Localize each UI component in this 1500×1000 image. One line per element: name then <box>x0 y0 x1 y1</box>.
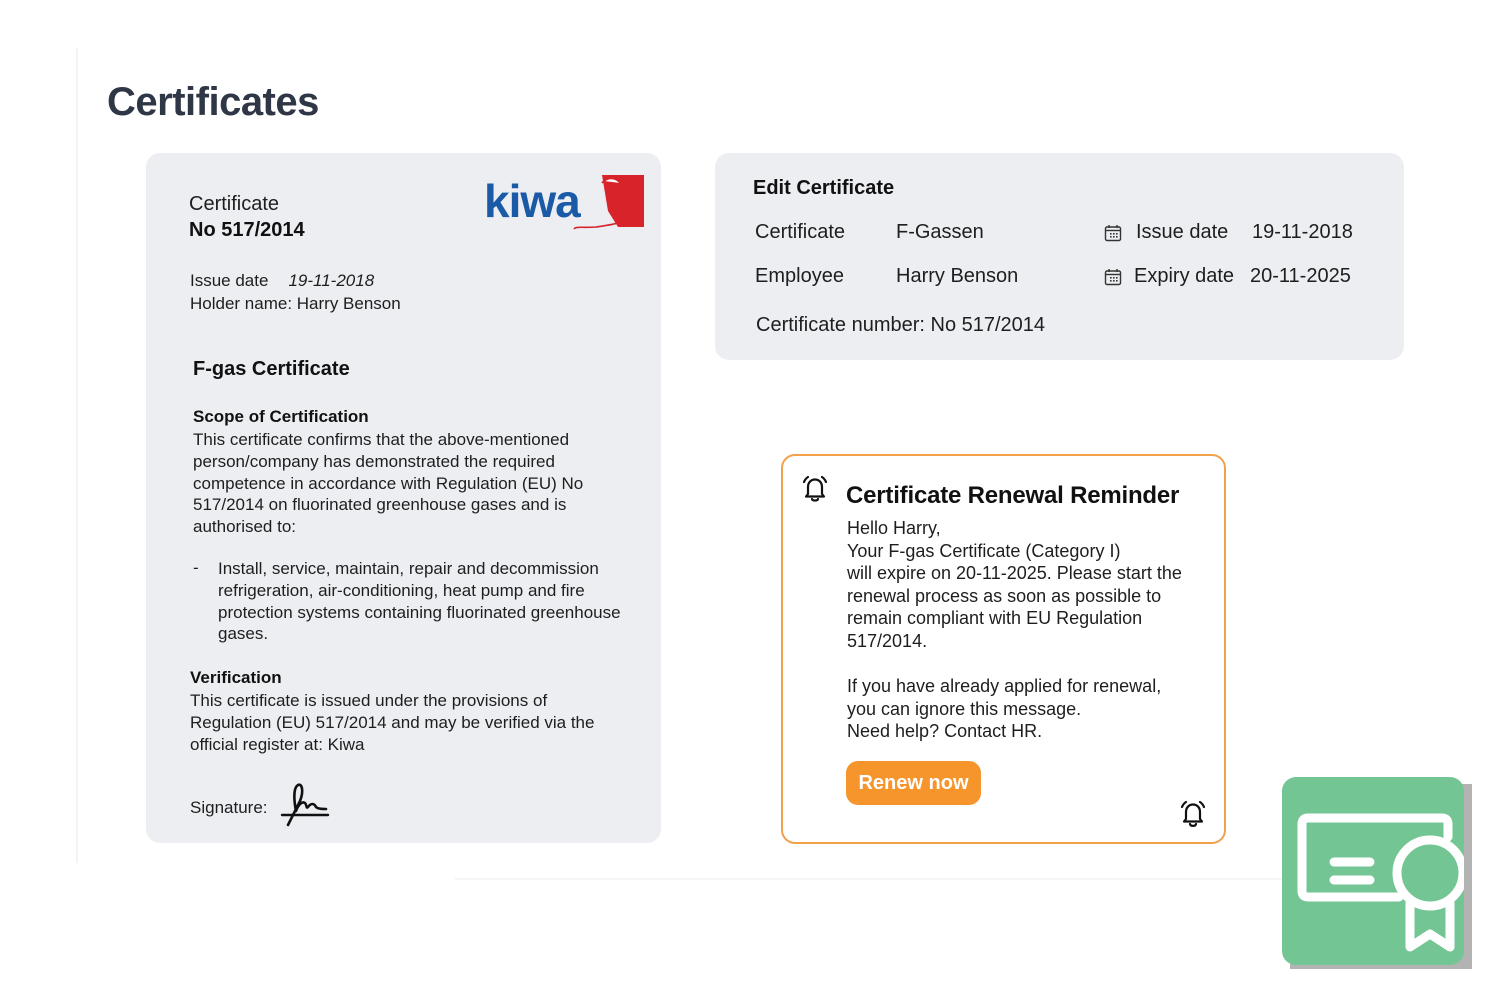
renew-now-button[interactable]: Renew now <box>846 761 981 805</box>
holder-name: Holder name: Harry Benson <box>190 294 401 313</box>
reminder-line: Need help? Contact HR. <box>847 721 1043 742</box>
expiry-date-field-value[interactable]: 20-11-2025 <box>1250 265 1351 287</box>
verification-text: This certificate is issued under the provisions of Regulation (EU) 517/2014 and may be verified via the official register at: Kiwa <box>190 691 595 754</box>
scope-text: This certificate confirms that the above-mentioned person/company has demonstrated the required competence in accordance with Regulation (EU) No 517/2014 on fluorinated greenhouse gases and is authorised to: <box>193 430 584 537</box>
bell-icon <box>799 473 831 505</box>
edit-certificate-title: Edit Certificate <box>753 177 895 199</box>
certificate-title: F-gas Certificate <box>193 358 350 380</box>
signature-icon <box>280 781 332 827</box>
bullet-marker: - <box>193 558 199 577</box>
reminder-line: Hello Harry, <box>847 518 941 538</box>
reminder-line: will expire on 20-11-2025. Please start the <box>847 563 1182 584</box>
certificate-document-card <box>146 153 661 843</box>
svg-text:kiwa: kiwa <box>484 175 580 227</box>
reminder-line: you can ignore this message. <box>847 698 1082 719</box>
bottom-divider <box>455 878 1285 880</box>
kiwa-logo <box>484 171 646 231</box>
bell-icon <box>1177 797 1209 831</box>
certificate-badge <box>1282 777 1464 965</box>
signature-label: Signature: <box>190 798 268 817</box>
left-divider <box>76 48 78 863</box>
calendar-icon[interactable] <box>1104 268 1122 286</box>
authorisation-item: Install, service, maintain, repair and decommission refrigeration, air-conditioning, heat pump and fire protection systems containing fluorinated greenhouse gases. <box>218 559 621 644</box>
issue-date-value: 19-11-2018 <box>288 271 375 290</box>
reminder-line: Your F-gas Certificate (Category I) <box>847 540 1121 561</box>
certificate-number: No 517/2014 <box>189 219 305 241</box>
calendar-icon[interactable] <box>1104 224 1122 242</box>
employee-field-label: Employee <box>755 265 844 287</box>
issue-date-field-value[interactable]: 19-11-2018 <box>1252 221 1353 243</box>
certificate-field-label: Certificate <box>755 221 846 243</box>
certificate-label: Certificate <box>189 193 280 215</box>
issue-date-field-label: Issue date <box>1136 221 1229 243</box>
scope-heading: Scope of Certification <box>193 407 369 426</box>
page-title: Certificates <box>107 80 319 124</box>
reminder-line: renewal process as soon as possible to <box>847 585 1162 606</box>
certificate-number-field: Certificate number: No 517/2014 <box>756 314 1046 336</box>
employee-field-value[interactable]: Harry Benson <box>896 265 1019 287</box>
reminder-line: 517/2014. <box>847 630 928 651</box>
reminder-line: remain compliant with EU Regulation <box>847 608 1143 629</box>
renewal-reminder-card <box>781 454 1226 844</box>
certificate-field-value[interactable]: F-Gassen <box>896 221 984 243</box>
reminder-message <box>847 517 1207 743</box>
issue-date-label: Issue date <box>190 271 269 290</box>
edit-certificate-panel <box>715 153 1404 360</box>
verification-heading: Verification <box>190 668 282 687</box>
reminder-title: Certificate Renewal Reminder <box>846 482 1180 509</box>
expiry-date-field-label: Expiry date <box>1134 265 1235 287</box>
reminder-line: If you have already applied for renewal, <box>847 676 1162 697</box>
issue-date-line <box>190 271 374 291</box>
certificate-award-icon <box>1282 777 1464 965</box>
